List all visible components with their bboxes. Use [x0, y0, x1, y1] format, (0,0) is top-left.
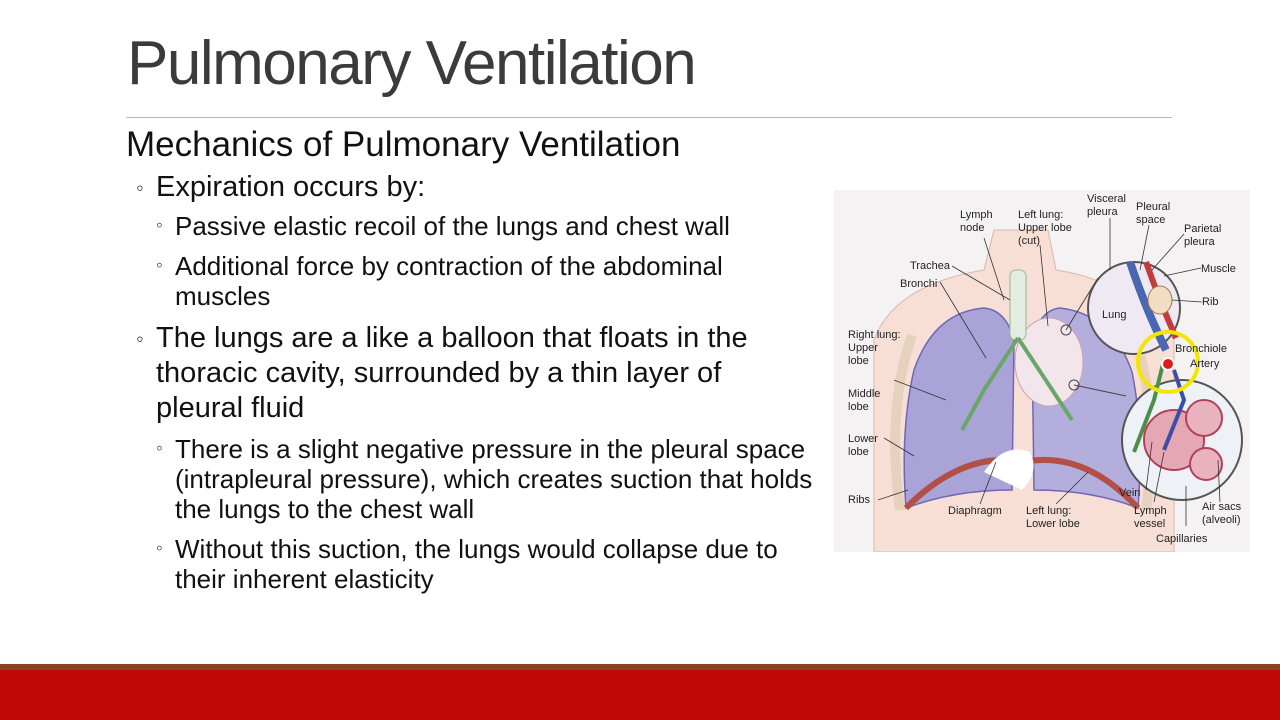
bullet-text: Expiration occurs by:	[156, 171, 426, 203]
label-lymph-vessel: Lymph vessel	[1134, 505, 1167, 530]
label-ribs: Ribs	[848, 494, 871, 506]
sub-bullet-item	[126, 434, 816, 524]
sub-bullet-item	[126, 251, 816, 311]
label-diaphragm: Diaphragm	[948, 505, 1002, 517]
label-rib: Rib	[1202, 296, 1219, 308]
label-lower-lobe: Lower lobe	[848, 433, 878, 458]
label-parietal-pleura: Parietal pleura	[1184, 223, 1222, 248]
leader-line	[1152, 234, 1184, 270]
bullet-text: The lungs are a like a balloon that floats in the thoracic cavity, surrounded by a thin layer of pleural fluid	[156, 322, 748, 424]
label-vein: Vein	[1119, 487, 1141, 499]
label-lung: Lung	[1102, 309, 1127, 321]
rib-section	[1148, 286, 1172, 314]
sub-bullet-text: Without this suction, the lungs would collapse due to their inherent elasticity	[175, 534, 778, 594]
sub-bullet-item	[126, 211, 816, 241]
bullet-marker: ◦	[136, 326, 144, 351]
label-capillaries: Capillaries	[1156, 533, 1208, 545]
bullet-marker: ◦	[156, 215, 163, 236]
label-air-sacs: Air sacs (alveoli)	[1202, 501, 1242, 526]
slide-title: Pulmonary Ventilation	[127, 29, 696, 98]
label-trachea: Trachea	[910, 260, 950, 272]
trachea-shape	[1010, 270, 1026, 340]
bullet-marker: ◦	[156, 255, 163, 276]
footer-bar	[0, 670, 1280, 720]
lung-anatomy-figure	[834, 190, 1250, 552]
label-lymph-node: Lymph node	[960, 209, 993, 234]
title-divider	[126, 117, 1172, 118]
alveoli-cluster	[1186, 400, 1222, 436]
leader-line	[1164, 268, 1201, 276]
slide-content	[126, 124, 816, 594]
alveoli-cluster	[1190, 448, 1222, 480]
bullet-marker: ◦	[156, 538, 163, 559]
sub-bullet-text: Additional force by contraction of the abdominal muscles	[175, 251, 723, 311]
bullet-item	[126, 321, 816, 426]
label-middle-lobe: Middle lobe	[848, 388, 881, 413]
bullet-marker: ◦	[136, 175, 144, 200]
label-left-lung-lower: Left lung: Lower lobe	[1026, 505, 1080, 530]
bullet-marker: ◦	[156, 438, 163, 459]
bullet-item	[126, 170, 816, 205]
label-left-lung-upper: Left lung: Upper lobe (cut)	[1018, 209, 1072, 247]
label-artery: Artery	[1190, 358, 1220, 370]
label-bronchi: Bronchi	[900, 278, 938, 290]
sub-bullet-text: There is a slight negative pressure in the pleural space (intrapleural pressure), which creates suction that holds the lungs to the chest wall	[175, 434, 813, 524]
pointer-dot	[1162, 358, 1174, 370]
label-muscle: Muscle	[1201, 263, 1236, 275]
section-heading: Mechanics of Pulmonary Ventilation	[126, 125, 681, 164]
label-bronchiole: Bronchiole	[1175, 343, 1227, 355]
sub-bullet-text: Passive elastic recoil of the lungs and chest wall	[175, 211, 730, 241]
label-visceral-pleura: Visceral pleura	[1087, 193, 1126, 218]
label-pleural-space: Pleural space	[1136, 201, 1171, 226]
label-right-lung-upper: Right lung: Upper lobe	[848, 329, 901, 367]
lung-anatomy-diagram	[834, 190, 1250, 552]
sub-bullet-item	[126, 534, 816, 594]
